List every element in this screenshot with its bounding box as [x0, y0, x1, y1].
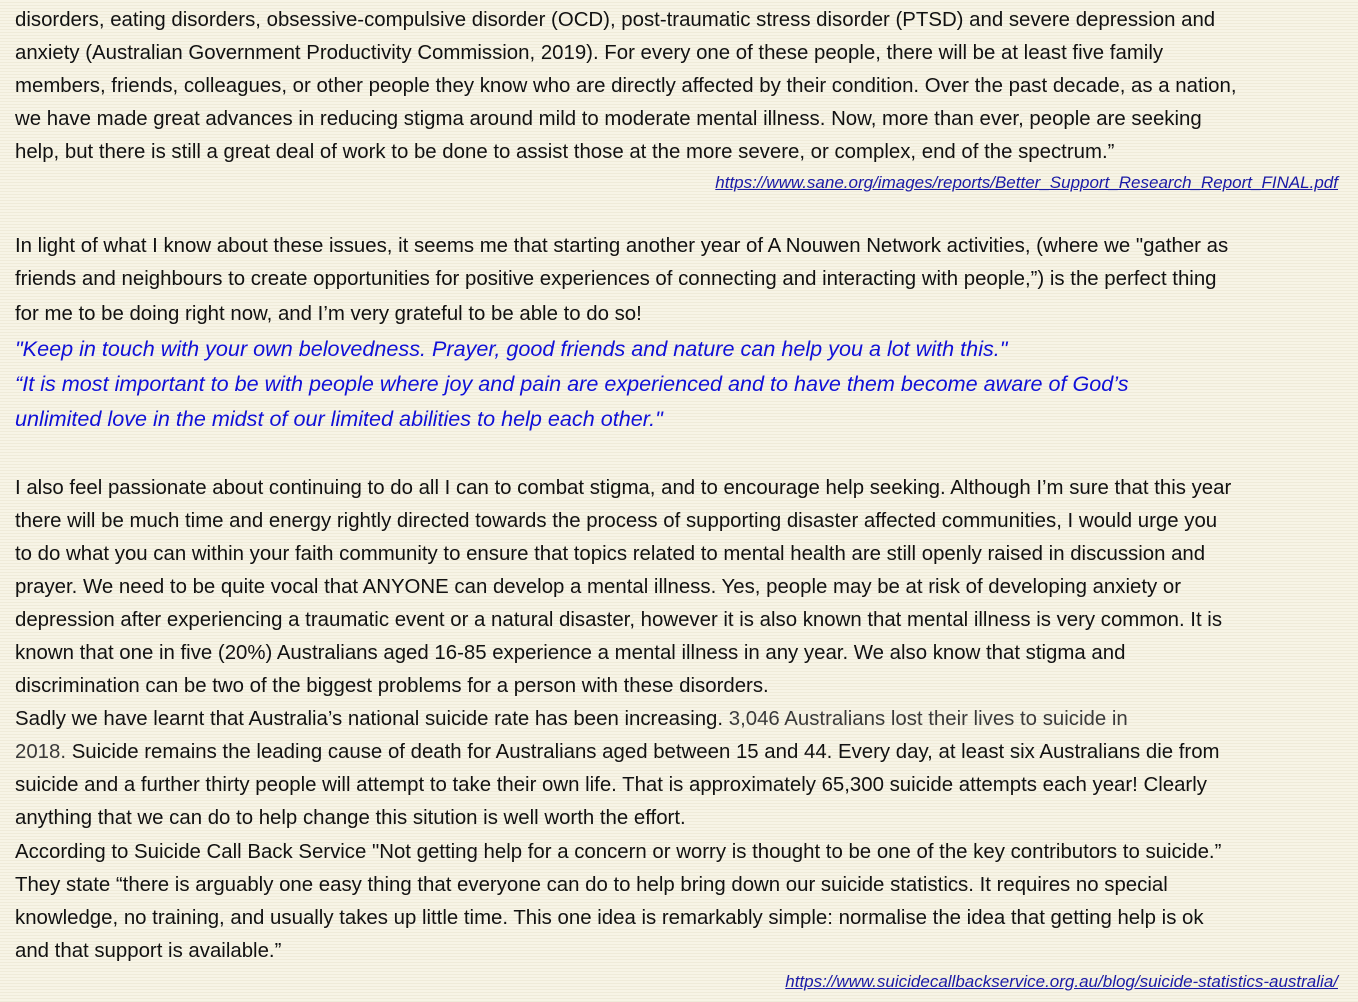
- paragraph-3-line-1: I also feel passionate about continuing to do all I can to combat stigma, and to encourage help seeking. Although I’m sure that this year: [15, 477, 1232, 499]
- paragraph-3-line-2: there will be much time and energy rightly directed towards the process of supporting disaster affected communities, I would urge you: [15, 510, 1218, 532]
- paragraph-1-line-1: disorders, eating disorders, obsessive-compulsive disorder (OCD), post-traumatic stress disorder (PTSD) and severe depression and: [15, 9, 1216, 31]
- paragraph-3-line-6: known that one in five (20%) Australians aged 16-85 experience a mental illness in any year. We also know that stigma and: [15, 642, 1126, 664]
- suicide-statistic-year: 2018.: [15, 741, 67, 763]
- paragraph-2-line-2: friends and neighbours to create opportunities for positive experiences of connecting and interacting with people,”) is the perfect thing: [15, 268, 1217, 290]
- paragraph-4-line-1: [15, 707, 1128, 731]
- paragraph-1-line-3: members, friends, colleagues, or other people they know who are directly affected by their condition. Over the past decade, as a nation,: [15, 75, 1237, 97]
- paragraph-5-line-2: They state “there is arguably one easy thing that everyone can do to help bring down our suicide statistics. It requires no special: [15, 874, 1168, 896]
- leading-cause-text: Suicide remains the leading cause of death for Australians aged between 15 and 44. Every day, at least six Australians die from: [66, 741, 1220, 763]
- paragraph-2-line-3: for me to be doing right now, and I’m very grateful to be able to do so!: [15, 303, 642, 325]
- suicide-rate-text: Sadly we have learnt that Australia’s national suicide rate has been increasing.: [15, 708, 729, 730]
- quote-joy-pain-line-2: unlimited love in the midst of our limited abilities to help each other.": [15, 406, 663, 431]
- paragraph-3-line-4: prayer. We need to be quite vocal that ANYONE can develop a mental illness. Yes, people may be at risk of developing anxiety or: [15, 576, 1181, 598]
- paragraph-4-line-2: [15, 740, 1220, 764]
- quote-belovedness: "Keep in touch with your own belovedness. Prayer, good friends and nature can help you a lot with this.": [15, 336, 1008, 361]
- paragraph-1-line-4: we have made great advances in reducing stigma around mild to moderate mental illness. Now, more than ever, people are seeking: [15, 108, 1202, 130]
- paragraph-2-line-1: In light of what I know about these issues, it seems me that starting another year of A Nouwen Network activities, (where we "gather as: [15, 235, 1229, 257]
- paragraph-5-line-3: knowledge, no training, and usually takes up little time. This one idea is remarkably simple: normalise the idea that getting help is ok: [15, 907, 1204, 929]
- paragraph-4-line-4: anything that we can do to help change this sitution is well worth the effort.: [15, 807, 686, 829]
- paragraph-4-line-3: suicide and a further thirty people will attempt to take their own life. That is approximately 65,300 suicide attempts each year! Clearly: [15, 774, 1207, 796]
- paragraph-5-line-1: According to Suicide Call Back Service "Not getting help for a concern or worry is thought to be one of the key contributors to suicide.”: [15, 841, 1222, 863]
- paragraph-1-line-5: help, but there is still a great deal of work to be done to assist those at the more severe, or complex, end of the spectrum.”: [15, 141, 1115, 163]
- paragraph-1-line-2: anxiety (Australian Government Productivity Commission, 2019). For every one of these people, there will be at least five family: [15, 42, 1164, 64]
- paragraph-5-line-4: and that support is available.”: [15, 940, 282, 962]
- sane-report-link[interactable]: https://www.sane.org/images/reports/Better_Support_Research_Report_FINAL.pdf: [715, 173, 1338, 192]
- suicide-callback-link[interactable]: https://www.suicidecallbackservice.org.au/blog/suicide-statistics-australia/: [785, 972, 1338, 991]
- paragraph-3-line-7: discrimination can be two of the biggest problems for a person with these disorders.: [15, 675, 769, 697]
- quote-joy-pain-line-1: “It is most important to be with people where joy and pain are experienced and to have them become aware of God’s: [15, 371, 1129, 396]
- paragraph-3-line-3: to do what you can within your faith community to ensure that topics related to mental health are still openly raised in discussion and: [15, 543, 1206, 565]
- suicide-statistic-text: 3,046 Australians lost their lives to suicide in: [728, 708, 1128, 730]
- paragraph-3-line-5: depression after experiencing a traumatic event or a natural disaster, however it is also known that mental illness is very common. It is: [15, 609, 1223, 631]
